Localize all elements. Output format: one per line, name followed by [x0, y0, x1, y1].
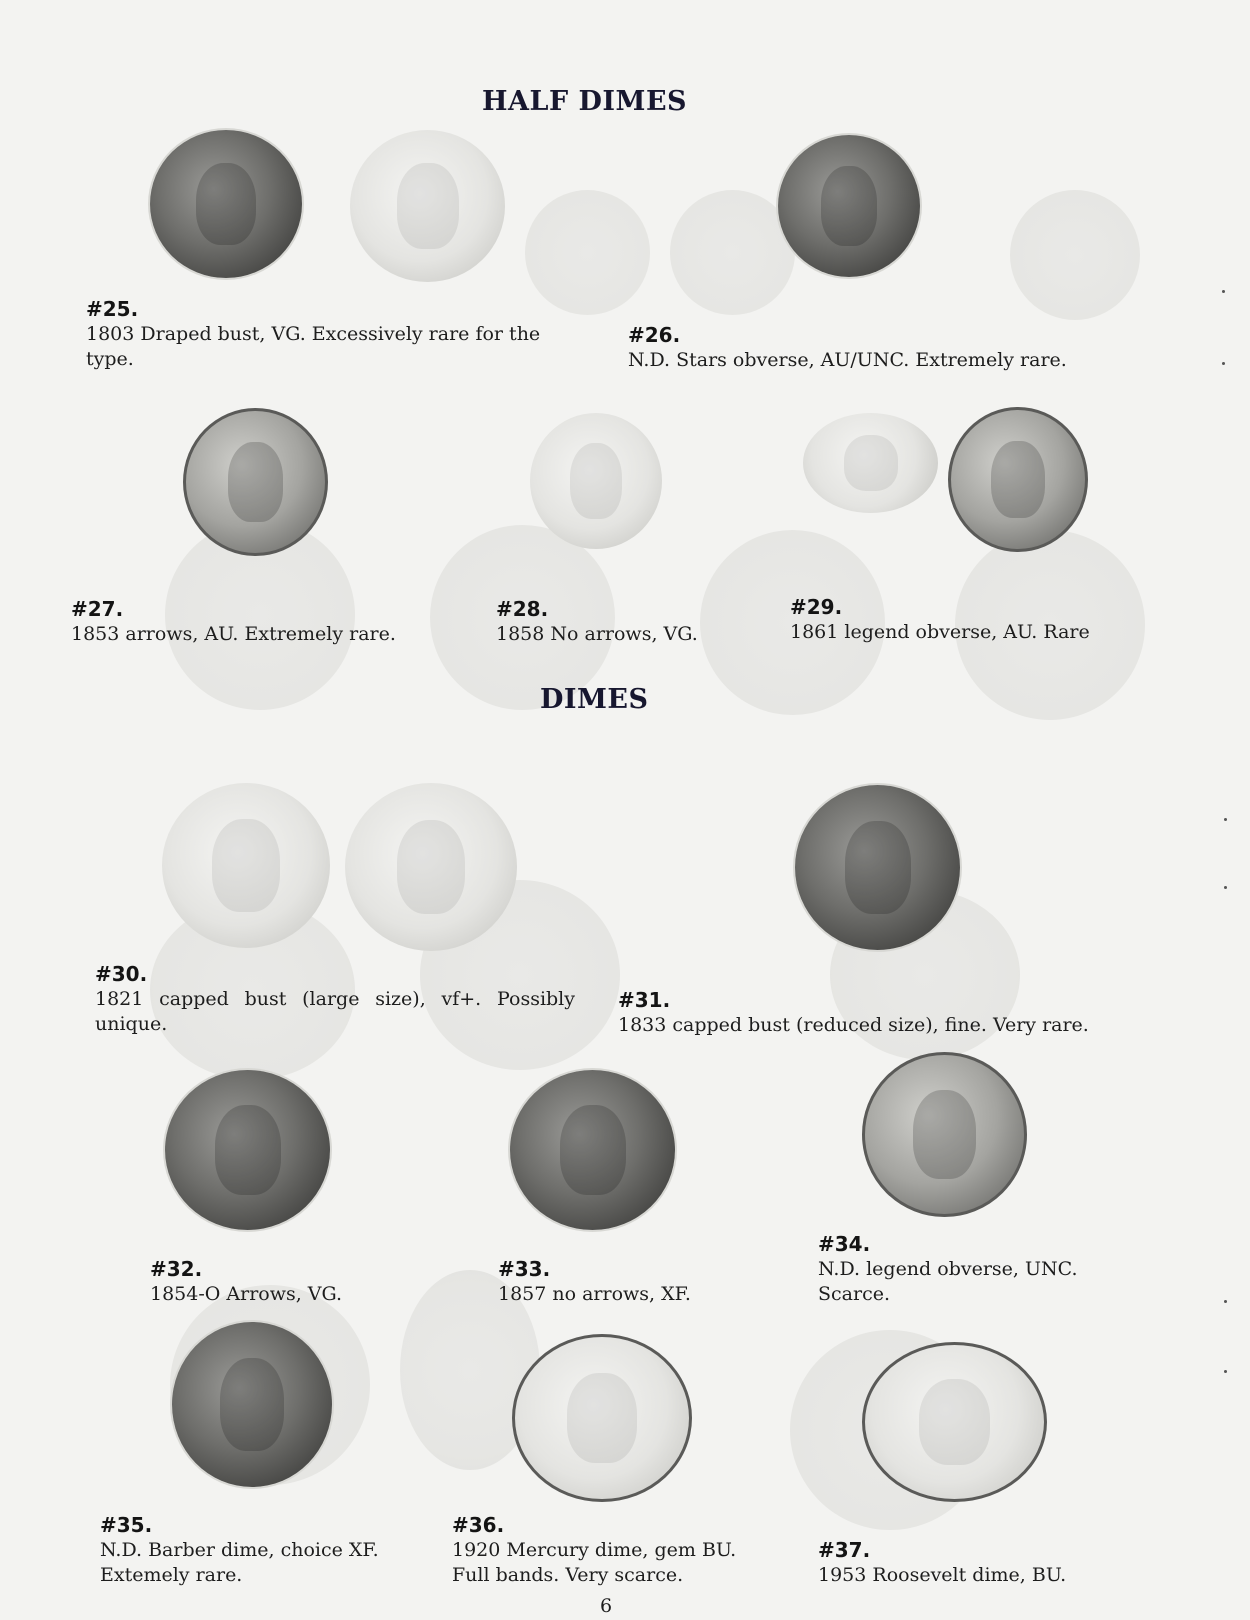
coin-31-image [795, 785, 960, 950]
lot-number: #36. [452, 1513, 505, 1537]
coin-30-reverse-image [345, 783, 517, 951]
lot-description: N.D. legend obverse, UNC. Scarce. [818, 1258, 1078, 1305]
catalog-entry-32 [150, 1256, 410, 1307]
lot-number: #26. [628, 323, 681, 347]
section-heading-dimes: DIMES [540, 684, 649, 715]
scan-speck [1224, 818, 1227, 821]
lot-description: 1821 capped bust (large size), vf+. Possibly unique. [95, 988, 575, 1035]
lot-number: #27. [71, 597, 124, 621]
lot-number: #28. [496, 597, 549, 621]
catalog-entry-34 [818, 1231, 1108, 1307]
catalog-entry-36 [452, 1512, 772, 1588]
coin-35-image [172, 1322, 332, 1487]
coin-28-image [530, 413, 662, 549]
coin-25-obverse-image [150, 130, 302, 278]
coin-26-image [778, 135, 920, 277]
catalog-entry-37 [818, 1537, 1118, 1588]
scan-speck [1224, 1300, 1227, 1303]
coin-25-reverse-image [350, 130, 505, 282]
lot-description: 1803 Draped bust, VG. Excessively rare for the type. [86, 323, 541, 370]
lot-number: #25. [86, 297, 139, 321]
lot-number: #34. [818, 1232, 871, 1256]
lot-number: #37. [818, 1538, 871, 1562]
lot-number: #31. [618, 988, 671, 1012]
catalog-entry-27 [71, 596, 431, 647]
bleed-through-coin [1010, 190, 1140, 320]
catalog-entry-30 [95, 961, 575, 1037]
coin-29-obverse-image [803, 413, 938, 513]
coin-37-image [862, 1342, 1047, 1502]
coin-30-obverse-image [162, 783, 330, 948]
coin-32-image [165, 1070, 330, 1230]
page-number: 6 [600, 1595, 613, 1617]
coin-36-image [512, 1334, 692, 1502]
scan-speck [1224, 1370, 1227, 1373]
section-heading-half-dimes: HALF DIMES [482, 86, 688, 117]
lot-number: #30. [95, 962, 148, 986]
lot-description: 1920 Mercury dime, gem BU. Full bands. Very scarce. [452, 1539, 737, 1586]
lot-description: 1861 legend obverse, AU. Rare [790, 621, 1090, 643]
coin-33-image [510, 1070, 675, 1230]
lot-description: N.D. Barber dime, choice XF. Extemely rare. [100, 1539, 379, 1586]
lot-description: 1858 No arrows, VG. [496, 623, 698, 645]
catalog-entry-29 [790, 594, 1150, 645]
lot-number: #33. [498, 1257, 551, 1281]
lot-number: #29. [790, 595, 843, 619]
catalog-entry-28 [496, 596, 756, 647]
scan-speck [1224, 886, 1227, 889]
lot-description: 1857 no arrows, XF. [498, 1283, 691, 1305]
lot-description: 1833 capped bust (reduced size), fine. Very rare. [618, 1014, 1089, 1036]
lot-description: N.D. Stars obverse, AU/UNC. Extremely rare. [628, 349, 1067, 371]
lot-number: #32. [150, 1257, 203, 1281]
catalog-entry-33 [498, 1256, 758, 1307]
bleed-through-coin [670, 190, 795, 315]
catalog-entry-35 [100, 1512, 400, 1588]
catalog-entry-26 [628, 322, 1098, 373]
coin-29-reverse-image [948, 407, 1088, 552]
scan-speck [1222, 290, 1225, 293]
catalog-entry-25 [86, 296, 576, 372]
lot-description: 1854-O Arrows, VG. [150, 1283, 343, 1305]
coin-34-image [862, 1052, 1027, 1217]
coin-27-image [183, 408, 328, 556]
lot-number: #35. [100, 1513, 153, 1537]
lot-description: 1953 Roosevelt dime, BU. [818, 1564, 1067, 1586]
lot-description: 1853 arrows, AU. Extremely rare. [71, 623, 396, 645]
scan-speck [1222, 362, 1225, 365]
catalog-entry-31 [618, 987, 1108, 1038]
